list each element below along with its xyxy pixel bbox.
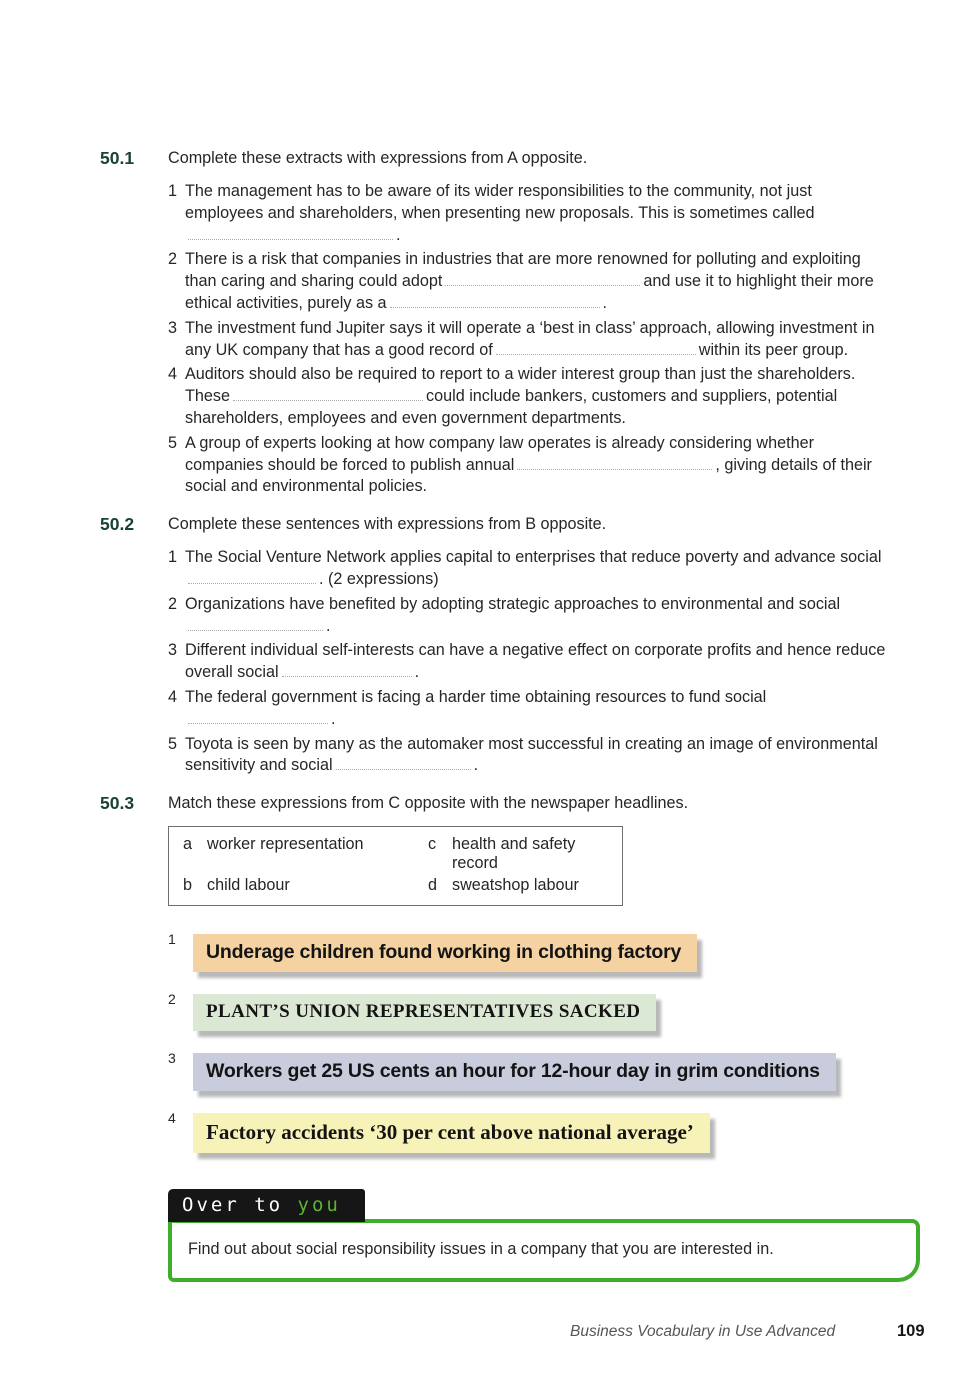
exercise-number: 50.1 (100, 148, 135, 168)
exercise-instruction: Complete these extracts with expressions from A opposite. (168, 149, 588, 167)
item-text-segment: Toyota is seen by many as the automaker most successful in creating an image of environmental (185, 734, 878, 753)
item-text-segment: The investment fund Jupiter says it will operate a ‘best in class’ approach, allowing investment in (185, 318, 875, 337)
item-text-segment: . (331, 709, 336, 728)
item-text-segment: . (326, 616, 331, 635)
item-text (185, 547, 937, 591)
headline-number: 1 (168, 931, 176, 948)
item-text-segment: There is a risk that companies in industries that are more renowned for polluting and exploiting (185, 250, 861, 269)
exercise-50-1 (100, 148, 946, 501)
headline-number: 2 (168, 991, 176, 1008)
exercise-50-2 (100, 514, 946, 780)
answer-blank[interactable] (445, 272, 640, 286)
exercise-body (168, 148, 946, 501)
item-text-segment: overall social (185, 663, 279, 682)
newspaper-headline: Workers get 25 US cents an hour for 12-hour day in grim conditions (193, 1053, 836, 1091)
item-text-segment: Different individual self-interests can have a negative effect on corporate profits and hence reduce (185, 641, 886, 660)
item-text (185, 364, 937, 429)
match-option-c (428, 835, 612, 873)
option-letter: a (183, 835, 193, 854)
exercise-item (168, 640, 946, 684)
item-text-segment: The Social Venture Network applies capital to enterprises that reduce poverty and advance social (185, 548, 882, 567)
item-number: 3 (168, 318, 178, 337)
item-number: 5 (168, 734, 178, 753)
exercise-item (168, 249, 946, 314)
item-text-segment: social and environmental policies. (185, 477, 428, 496)
newspaper-headline: Underage children found working in clothing factory (193, 934, 697, 972)
exercise-item (168, 364, 946, 429)
over-to-you-label-green: you (297, 1194, 341, 1217)
exercise-50-3 (100, 793, 946, 1282)
match-option-b (183, 876, 428, 895)
option-label: child labour (207, 876, 290, 895)
item-text-segment: The management has to be aware of its wider responsibilities to the community, not just (185, 182, 812, 200)
option-label: health and safety record (452, 835, 576, 873)
exercise-item (168, 181, 946, 246)
answer-blank[interactable] (188, 570, 316, 584)
headline-row-4 (168, 1110, 946, 1153)
item-text-segment: could include bankers, customers and suppliers, potential (426, 387, 838, 406)
item-text-segment: A group of experts looking at how company law operates is already considering whether (185, 433, 814, 452)
headline-number: 4 (168, 1110, 176, 1127)
headline-number: 3 (168, 1050, 176, 1067)
item-text-segment: any UK company that has a good record of (185, 340, 493, 359)
over-to-you-label-white: Over to (182, 1194, 298, 1217)
item-text-segment: Auditors should also be required to report to a wider interest group than just the shareholders. (185, 365, 856, 384)
item-text-segment: . (473, 756, 479, 775)
item-text (185, 734, 937, 778)
item-text-segment: . (414, 663, 420, 682)
exercise-instruction: Match these expressions from C opposite with the newspaper headlines. (168, 794, 689, 813)
exercise-item (168, 433, 946, 498)
option-label: worker representation (207, 835, 364, 854)
option-letter: b (183, 876, 193, 895)
answer-blank[interactable] (188, 710, 328, 724)
item-number: 5 (168, 433, 178, 452)
exercise-item (168, 594, 946, 638)
item-number: 1 (168, 548, 178, 567)
page-content (100, 148, 946, 1295)
over-to-you-box (168, 1219, 920, 1282)
item-text (185, 594, 937, 638)
item-text-segment: . (2 expressions) (319, 569, 439, 588)
item-text-segment: sensitivity and social (185, 756, 333, 775)
over-to-you-tab (168, 1189, 365, 1222)
answer-blank[interactable] (188, 617, 323, 631)
item-text-segment: ethical activities, purely as a (185, 293, 387, 312)
exercise-number: 50.2 (100, 514, 135, 535)
item-number: 2 (168, 594, 178, 613)
match-option-a (183, 835, 428, 873)
option-letter: d (428, 876, 438, 895)
option-letter: c (428, 835, 437, 854)
headline-row-2 (168, 991, 946, 1031)
newspaper-headline: PLANT’S UNION REPRESENTATIVES SACKED (193, 994, 656, 1031)
exercise-number: 50.3 (100, 793, 135, 814)
answer-blank[interactable] (517, 456, 712, 470)
item-text (185, 249, 937, 314)
over-to-you-section (168, 1189, 946, 1282)
item-text (185, 433, 937, 498)
item-text-segment: The federal government is facing a harder time obtaining resources to fund social (185, 687, 767, 706)
over-to-you-text: Find out about social responsibility issues in a company that you are interested in. (188, 1240, 774, 1259)
exercise-item (168, 547, 946, 591)
item-text (185, 181, 937, 246)
item-number: 4 (168, 365, 178, 384)
item-text-segment: companies should be forced to publish annual (185, 455, 515, 474)
answer-blank[interactable] (390, 294, 600, 308)
match-options-box (168, 826, 623, 906)
item-text-segment: , giving details of their (715, 455, 872, 474)
footer-book-title: Business Vocabulary in Use Advanced (570, 1323, 836, 1340)
item-text-segment: . (396, 225, 401, 244)
exercise-item (168, 687, 946, 731)
exercise-body (168, 793, 946, 1282)
item-text-segment: than caring and sharing could adopt (185, 272, 443, 291)
headline-row-1 (168, 931, 946, 972)
item-number: 2 (168, 250, 178, 269)
item-text-segment: These (185, 387, 230, 406)
answer-blank[interactable] (188, 226, 393, 240)
item-text (185, 687, 937, 731)
item-text-segment: . (602, 293, 608, 312)
fill-in-exercises (100, 148, 946, 780)
exercise-instruction: Complete these sentences with expressions from B opposite. (168, 515, 607, 534)
item-number: 3 (168, 641, 178, 660)
headline-row-3 (168, 1050, 946, 1091)
item-text-segment: within its peer group. (698, 340, 849, 359)
item-text (185, 640, 937, 684)
item-text-segment: shareholders, employees and even government departments. (185, 408, 626, 427)
item-text-segment: and use it to highlight their more (643, 272, 874, 291)
match-option-d (428, 876, 612, 895)
footer-page-number: 109 (897, 1322, 925, 1340)
answer-blank[interactable] (233, 387, 423, 401)
exercise-item (168, 318, 946, 362)
answer-blank[interactable] (282, 663, 412, 677)
item-number: 1 (168, 182, 178, 200)
option-label: sweatshop labour (452, 876, 579, 895)
exercise-body (168, 514, 946, 780)
item-text (185, 318, 937, 362)
answer-blank[interactable] (496, 341, 696, 355)
exercise-item (168, 734, 946, 778)
item-text-segment: employees and shareholders, when presenting new proposals. This is sometimes called (185, 203, 815, 222)
item-number: 4 (168, 687, 178, 706)
answer-blank[interactable] (336, 756, 471, 770)
newspaper-headline: Factory accidents ‘30 per cent above national average’ (193, 1113, 710, 1153)
item-text-segment: Organizations have benefited by adopting strategic approaches to environmental and social (185, 594, 841, 613)
